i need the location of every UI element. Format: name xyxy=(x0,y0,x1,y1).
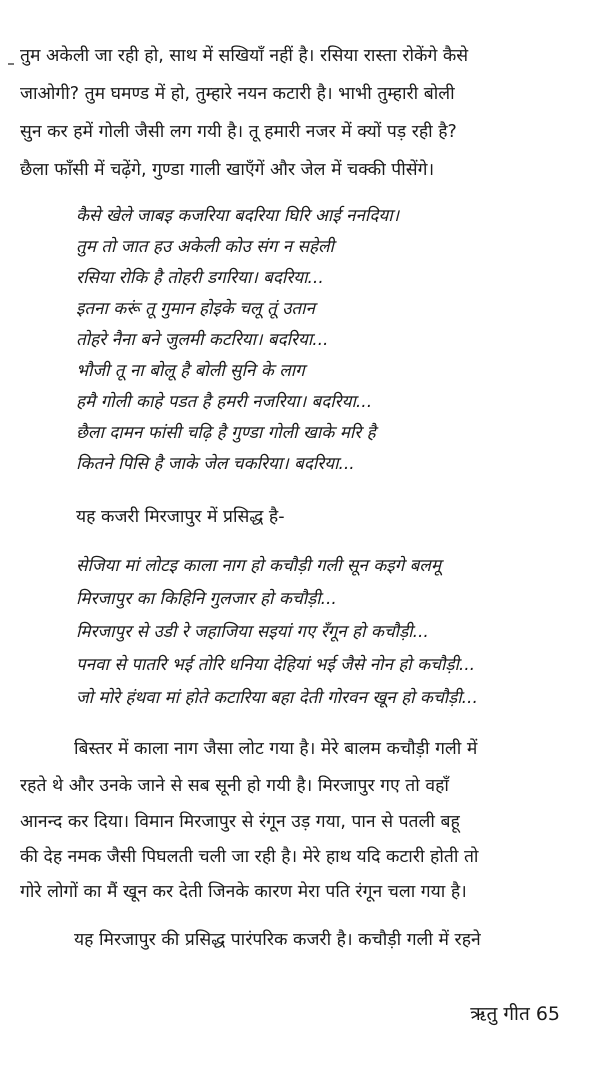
verse2-line-4: पनवा से पातरि भई तोरि धनिया देहियां भई जैसे नोन हो कचौड़ी... xyxy=(76,655,476,675)
verse1-line-7: हमै गोली काहे पडत है हमरी नजरिया। बदरिया... xyxy=(76,392,373,412)
verse1-line-4: इतना करूं तू गुमान होइके चलू तूं उतान xyxy=(76,299,315,319)
para2-line-2: रहते थे और उनके जाने से सब सूनी हो गयी है। मिरजापुर गए तो वहाँ xyxy=(20,776,449,796)
verse1-line-6: भौजी तू ना बोलू है बोली सुनि के लाग xyxy=(76,361,305,381)
para2-line-4: की देह नमक जैसी पिघलती चली जा रही है। मेरे हाथ यदि कटारी होती तो xyxy=(20,847,479,867)
para1-line-1: तुम अकेली जा रही हो, साथ में सखियाँ नहीं है। रसिया रास्ता रोकेंगे कैसे xyxy=(20,46,469,66)
verse1-line-5: तोहरे नैना बने जुलमी कटरिया। बदरिया... xyxy=(76,330,329,350)
verse1-line-2: तुम तो जात हउ अकेली कोउ संग न सहेली xyxy=(76,237,334,257)
verse1-line-9: कितने पिसि है जाके जेल चकरिया। बदरिया... xyxy=(76,454,355,474)
para2-line-1: बिस्तर में काला नाग जैसा लोट गया है। मेरे बालम कचौड़ी गली में xyxy=(74,739,478,759)
para1-line-2: जाओगी? तुम घमण्ड में हो, तुम्हारे नयन कटारी है। भाभी तुम्हारी बोली xyxy=(20,84,455,104)
verse2-line-5: जो मोरे हंथवा मां होते कटारिया बहा देती गोरवन खून हो कचौड़ी... xyxy=(76,688,478,708)
margin-mark xyxy=(8,63,14,65)
para2-line-3: आनन्द कर दिया। विमान मिरजापुर से रंगून उड़ गया, पान से पतली बहू xyxy=(20,812,460,832)
verse1-line-8: छैला दामन फांसी चढ़ि है गुण्डा गोली खाके मरि है xyxy=(76,423,376,443)
verse1-line-1: कैसे खेले जाबइ कजरिया बदरिया घिरि आई ननदिया। xyxy=(76,206,400,226)
para1-line-4: छैला फाँसी में चढ़ेंगे, गुण्डा गाली खाएँगें और जेल में चक्की पीसेंगे। xyxy=(20,160,435,180)
para2-line-5: गोरे लोगों का मैं खून कर देती जिनके कारण मेरा पति रंगून चला गया है। xyxy=(20,882,467,902)
para3-line-1: यह मिरजापुर की प्रसिद्ध पारंपरिक कजरी है। कचौड़ी गली में रहने xyxy=(74,930,481,950)
verse2-line-1: सेजिया मां लोटइ काला नाग हो कचौड़ी गली सून कइगे बलमू xyxy=(76,556,442,576)
verse2-line-3: मिरजापुर से उडी रे जहाजिया सइयां गए रँगून हो कचौड़ी... xyxy=(76,622,429,642)
intro2-text: यह कजरी मिरजापुर में प्रसिद्ध है- xyxy=(76,507,285,527)
page-footer: ऋतु गीत 65 xyxy=(470,1003,560,1025)
verse2-line-2: मिरजापुर का किहिनि गुलजार हो कचौड़ी... xyxy=(76,589,337,609)
verse1-line-3: रसिया रोकि है तोहरी डगरिया। बदरिया... xyxy=(76,268,324,288)
para1-line-3: सुन कर हमें गोली जैसी लग गयी है। तू हमारी नजर में क्यों पड़ रही है? xyxy=(20,122,457,142)
